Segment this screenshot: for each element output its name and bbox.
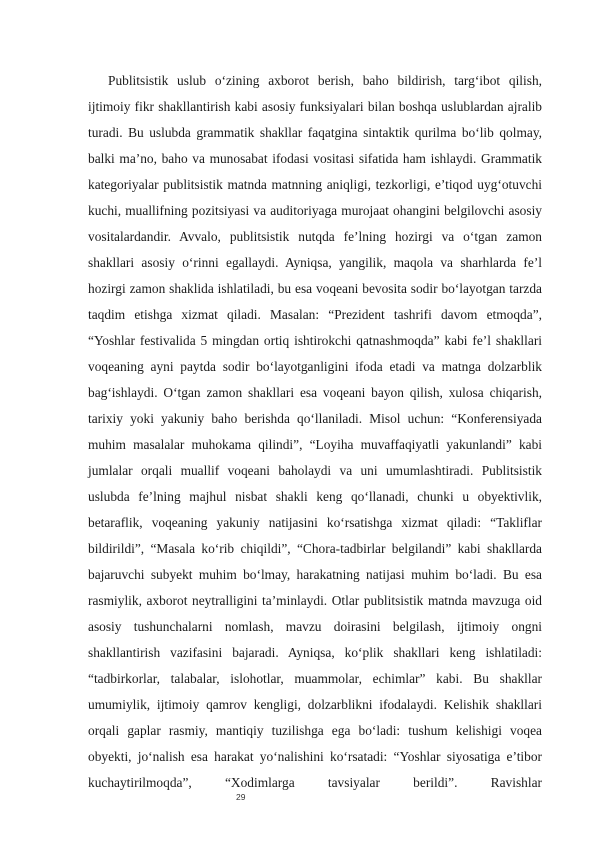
body-paragraph: Publitsistik uslub o‘zining axborot berish, baho bildirish, targ‘ibot qilish, ijtimoiy fikr shakllantirish kabi asosiy funksiyalari bilan boshqa uslublardan ajralib turadi. Bu uslubda grammatik shakllar faqatgina sintaktik qurilma bo‘lib qolmay, balki ma’no, baho va munosabat ifodasi vositasi sifatida ham ishlaydi. Grammatik kategoriyalar publitsistik matnda matnning aniqligi, tezkorligi, e’tiqod uyg‘otuvchi kuchi, muallifning pozitsiyasi va auditoriyaga murojaat ohangini belgilovchi asosiy vositalardandir. Avvalo, publitsistik nutqda fe’lning hozirgi va o‘tgan zamon shakllari asosiy o‘rinni egallaydi. Ayniqsa, yangilik, maqola va sharhlarda fe’l hozirgi zamon shaklida ishlatiladi, bu esa voqeani bevosita sodir bo‘layotgan tarzda taqdim etishga xizmat qiladi. Masalan: “Prezident tashrifi davom etmoqda”, “Yoshlar festivalida 5 mingdan ortiq ishtirokchi qatnashmoqda” kabi fe’l shakllari voqeaning ayni paytda sodir bo‘layotganligini ifoda etadi va matnga dolzarblik bag‘ishlaydi. O‘tgan zamon shakllari esa voqeani bayon qilish, xulosa chiqarish, tarixiy yoki yakuniy baho berishda qo‘llaniladi. Misol uchun: “Konferensiyada muhim masalalar muhokama qilindi”, “Loyiha muvaffaqiyatli yakunlandi” kabi jumlalar orqali muallif voqeani baholaydi va uni umumlashtiradi. Publitsistik uslubda fe’lning majhul nisbat shakli keng qo‘llanadi, chunki u obyektivlik, betaraflik, voqeaning yakuniy natijasini ko‘rsatishga xizmat qiladi: “Takliflar bildirildi”, “Masala ko‘rib chiqildi”, “Chora-tadbirlar belgilandi” kabi shakllarda bajaruvchi subyekt muhim bo‘lmay, harakatning natijasi muhim bo‘ladi. Bu esa rasmiylik, axborot neytralligini ta’minlaydi. Otlar publitsistik matnda mavzuga oid asosiy tushunchalarni nomlash, mavzu doirasini belgilash, ijtimoiy ongni shakllantirish vazifasini bajaradi. Ayniqsa, ko‘plik shakllari keng ishlatiladi: “tadbirkorlar, talabalar, islohotlar, muammolar, echimlar” kabi. Bu shakllar umumiylik, ijtimoiy qamrov kengligi, dolzarblikni ifodalaydi. Kelishik shakllari orqali gaplar rasmiy, mantiqiy tuzilishga ega bo‘ladi: tushum kelishigi voqea obyekti, jo‘nalish esa harakat yo‘nalishini ko‘rsatadi: “Yoshlar siyosatiga e’tibor kuchaytirilmoqda”, “Xodimlarga tavsiyalar berildi”. Ravishlar [88,73,542,790]
page-number: 29 [236,792,246,802]
